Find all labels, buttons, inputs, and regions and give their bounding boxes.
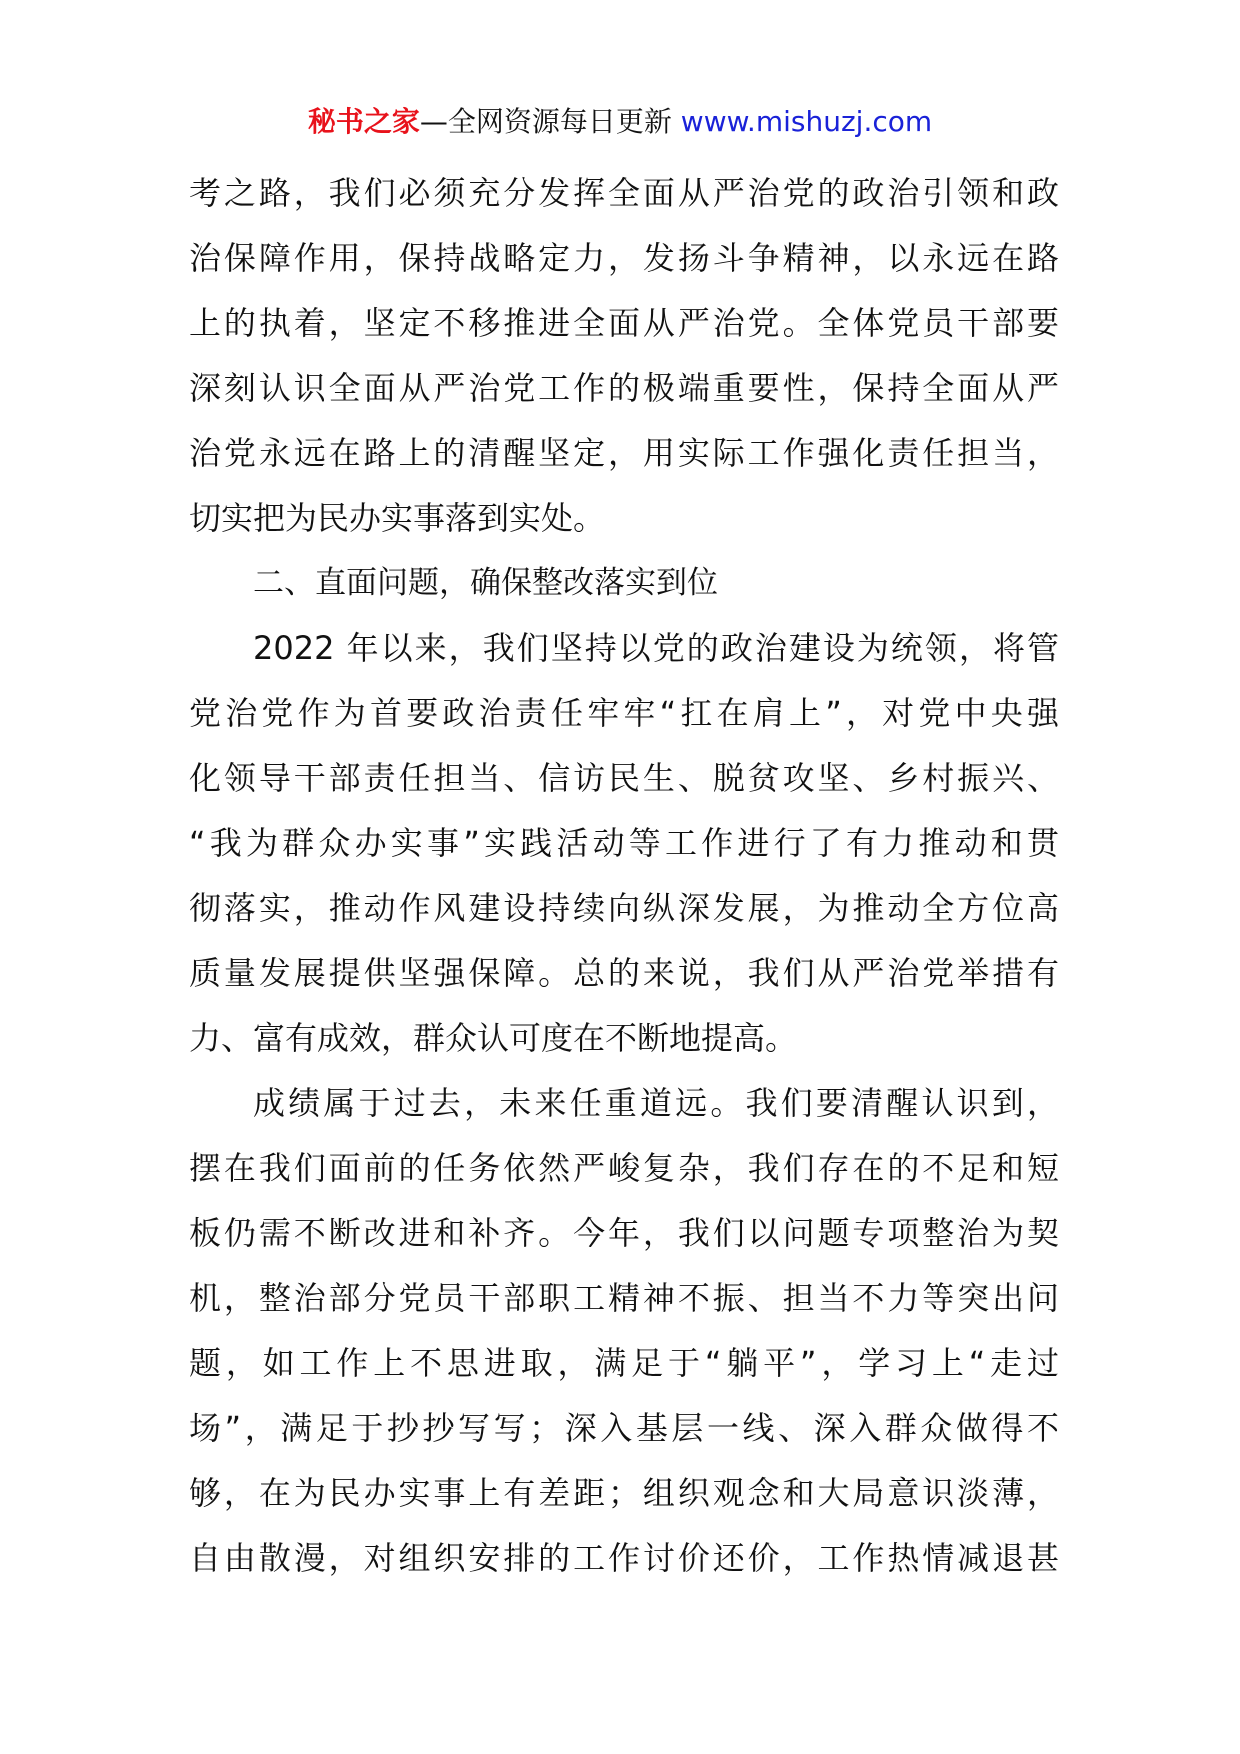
text-line: 上的执着，坚定不移推进全面从严治党。全体党员干部要	[189, 304, 1059, 342]
text-line: 题，如工作上不思进取，满足于“躺平”，学习上“走过	[189, 1344, 1059, 1382]
text-line: 彻落实，推动作风建设持续向纵深发展，为推动全方位高	[189, 889, 1059, 927]
text-line: 治保障作用，保持战略定力，发扬斗争精神，以永远在路	[189, 239, 1059, 277]
paragraph-first-line: 成绩属于过去，未来任重道远。我们要清醒认识到，	[253, 1084, 1059, 1122]
paragraph-first-line: 2022 年以来，我们坚持以党的政治建设为统领，将管	[253, 629, 1059, 667]
text-line: 质量发展提供坚强保障。总的来说，我们从严治党举措有	[189, 954, 1059, 992]
document-body	[189, 161, 1059, 1591]
text-line: 深刻认识全面从严治党工作的极端重要性，保持全面从严	[189, 369, 1059, 407]
site-banner	[0, 102, 1240, 142]
brand-name: 秘书之家	[307, 105, 420, 138]
site-url-link[interactable]: www.mishuzj.com	[680, 105, 933, 138]
text-line: 党治党作为首要政治责任牢牢“扛在肩上”，对党中央强	[189, 694, 1059, 732]
text-line: 够，在为民办实事上有差距；组织观念和大局意识淡薄，	[189, 1474, 1059, 1512]
text-line: 板仍需不断改进和补齐。今年，我们以问题专项整治为契	[189, 1214, 1059, 1252]
text-line: 摆在我们面前的任务依然严峻复杂，我们存在的不足和短	[189, 1149, 1059, 1187]
text-line: 机，整治部分党员干部职工精神不振、担当不力等突出问	[189, 1279, 1059, 1317]
text-line: 场”，满足于抄抄写写；深入基层一线、深入群众做得不	[189, 1409, 1059, 1447]
text-line: 考之路，我们必须充分发挥全面从严治党的政治引领和政	[189, 174, 1059, 212]
banner-tagline: —全网资源每日更新	[419, 105, 672, 138]
text-line: 自由散漫，对组织安排的工作讨价还价，工作热情减退甚	[189, 1539, 1059, 1577]
text-line: 化领导干部责任担当、信访民生、脱贫攻坚、乡村振兴、	[189, 759, 1059, 797]
text-line: 力、富有成效，群众认可度在不断地提高。	[189, 1019, 798, 1057]
text-line: 治党永远在路上的清醒坚定，用实际工作强化责任担当，	[189, 434, 1059, 472]
text-line: “我为群众办实事”实践活动等工作进行了有力推动和贯	[189, 824, 1059, 862]
section-heading: 二、直面问题，确保整改落实到位	[253, 565, 718, 601]
text-line: 切实把为民办实事落到实处。	[189, 499, 606, 537]
